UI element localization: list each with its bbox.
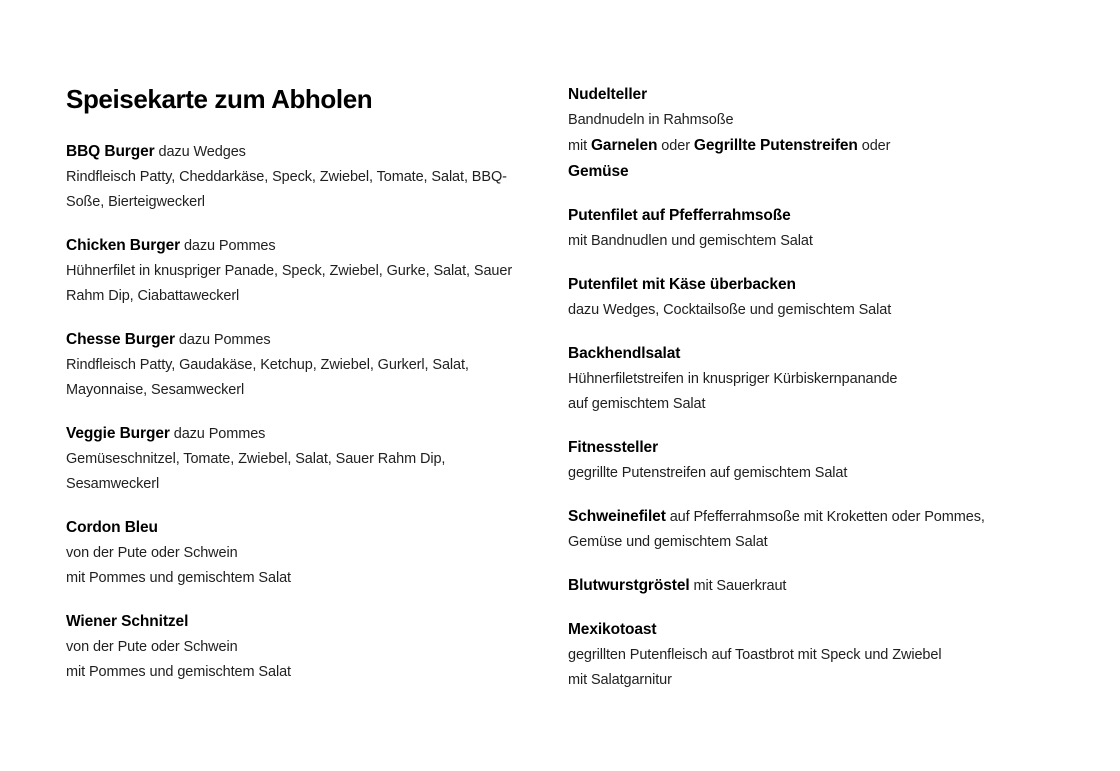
- menu-item: [66, 139, 576, 215]
- menu-item-line: [568, 643, 1078, 668]
- dish-name-text: Nudelteller: [568, 86, 648, 103]
- dish-detail-text: mit Pommes und gemischtem Salat: [66, 570, 291, 586]
- dish-detail-text: Rindfleisch Patty, Cheddarkäse, Speck, Zwiebel, Tomate, Salat, BBQ-: [66, 169, 507, 185]
- dish-detail-text: dazu Pommes: [169, 426, 266, 442]
- menu-item-line: [66, 259, 576, 284]
- dish-detail-text: mit: [568, 138, 591, 154]
- menu-item-line: [66, 284, 576, 309]
- menu-column-left: [66, 139, 576, 703]
- menu-item-line: [568, 203, 1078, 229]
- menu-item: [568, 203, 1078, 254]
- dish-detail-text: dazu Pommes: [174, 332, 271, 348]
- dish-detail-text: oder: [657, 138, 694, 154]
- menu-item-line: [568, 108, 1078, 133]
- menu-item-line: [66, 609, 576, 635]
- dish-detail-text: Rindfleisch Patty, Gaudakäse, Ketchup, Zwiebel, Gurkerl, Salat,: [66, 357, 469, 373]
- dish-name-text: Gemüse: [568, 163, 629, 180]
- menu-item-line: [568, 272, 1078, 298]
- menu-item-line: [568, 82, 1078, 108]
- menu-item: [568, 272, 1078, 323]
- dish-detail-text: auf Pfefferrahmsoße mit Kroketten oder Pommes,: [665, 509, 985, 525]
- menu-item-line: [568, 298, 1078, 323]
- dish-detail-text: Rahm Dip, Ciabattaweckerl: [66, 288, 240, 304]
- menu-item-line: [66, 541, 576, 566]
- dish-detail-text: auf gemischtem Salat: [568, 396, 706, 412]
- dish-detail-text: Gemüseschnitzel, Tomate, Zwiebel, Salat, Sauer Rahm Dip,: [66, 451, 446, 467]
- menu-item: [568, 504, 1078, 555]
- dish-detail-text: Bandnudeln in Rahmsoße: [568, 112, 734, 128]
- menu-item-line: [66, 327, 576, 353]
- menu-item-line: [568, 341, 1078, 367]
- menu-item-line: [568, 392, 1078, 417]
- dish-name-text: Putenfilet auf Pfefferrahmsoße: [568, 207, 791, 224]
- menu-item-line: [66, 165, 576, 190]
- menu-item-line: [66, 421, 576, 447]
- menu-item-line: [568, 530, 1078, 555]
- dish-name-text: Backhendlsalat: [568, 345, 681, 362]
- dish-name-text: Chesse Burger: [66, 331, 175, 348]
- dish-detail-text: gegrillte Putenstreifen auf gemischtem Salat: [568, 465, 848, 481]
- dish-detail-text: dazu Wedges, Cocktailsoße und gemischtem Salat: [568, 302, 892, 318]
- dish-detail-text: Hühnerfiletstreifen in knuspriger Kürbiskernpanande: [568, 371, 898, 387]
- menu-item-line: [568, 229, 1078, 254]
- menu-item-line: [66, 447, 576, 472]
- menu-item-line: [66, 472, 576, 497]
- dish-name-text: Gegrillte Putenstreifen: [693, 137, 858, 154]
- dish-detail-text: Hühnerfilet in knuspriger Panade, Speck, Zwiebel, Gurke, Salat, Sauer: [66, 263, 513, 279]
- menu-item: [568, 82, 1078, 185]
- dish-detail-text: gegrillten Putenfleisch auf Toastbrot mit Speck und Zwiebel: [568, 647, 942, 663]
- dish-detail-text: oder: [857, 138, 891, 154]
- menu-item-line: [568, 435, 1078, 461]
- dish-name-text: Garnelen: [590, 137, 658, 154]
- dish-detail-text: mit Pommes und gemischtem Salat: [66, 664, 291, 680]
- menu-item: [568, 573, 1078, 599]
- dish-detail-text: Soße, Bierteigweckerl: [66, 194, 205, 210]
- dish-detail-text: von der Pute oder Schwein: [66, 545, 238, 561]
- menu-item-line: [568, 617, 1078, 643]
- menu-item-line: [66, 139, 576, 165]
- menu-item-line: [66, 660, 576, 685]
- dish-detail-text: Mayonnaise, Sesamweckerl: [66, 382, 245, 398]
- menu-item-line: [66, 635, 576, 660]
- menu-item: [66, 421, 576, 497]
- menu-item: [568, 435, 1078, 486]
- dish-detail-text: Gemüse und gemischtem Salat: [568, 534, 768, 550]
- dish-detail-text: dazu Pommes: [180, 238, 276, 254]
- menu-item-line: [66, 353, 576, 378]
- menu-item: [568, 341, 1078, 417]
- menu-item-line: [66, 515, 576, 541]
- dish-name-text: Chicken Burger: [66, 237, 181, 254]
- menu-item-line: [66, 233, 576, 259]
- dish-name-text: Mexikotoast: [568, 621, 657, 638]
- dish-detail-text: mit Bandnudlen und gemischtem Salat: [568, 233, 813, 249]
- menu-item: [66, 327, 576, 403]
- dish-detail-text: mit Sauerkraut: [689, 578, 787, 594]
- dish-name-text: Veggie Burger: [66, 425, 170, 442]
- dish-detail-text: mit Salatgarnitur: [568, 672, 672, 688]
- menu-item-line: [66, 566, 576, 591]
- menu-item: [66, 515, 576, 591]
- dish-detail-text: dazu Wedges: [154, 144, 246, 160]
- dish-name-text: Wiener Schnitzel: [66, 613, 189, 630]
- menu-item-line: [568, 461, 1078, 486]
- menu-column-right: [568, 82, 1078, 711]
- menu-item-line: [568, 573, 1078, 599]
- dish-detail-text: Sesamweckerl: [66, 476, 160, 492]
- dish-name-text: Fitnessteller: [568, 439, 659, 456]
- dish-detail-text: von der Pute oder Schwein: [66, 639, 238, 655]
- dish-name-text: Cordon Bleu: [66, 519, 158, 536]
- dish-name-text: BBQ Burger: [66, 143, 155, 160]
- menu-item-line: [568, 133, 1078, 159]
- menu-item-line: [66, 378, 576, 403]
- menu-item: [568, 617, 1078, 693]
- menu-item-line: [568, 668, 1078, 693]
- menu-item: [66, 233, 576, 309]
- menu-item: [66, 609, 576, 685]
- dish-name-text: Blutwurstgröstel: [568, 577, 690, 594]
- dish-name-text: Putenfilet mit Käse überbacken: [568, 276, 796, 293]
- menu-item-line: [66, 190, 576, 215]
- menu-item-line: [568, 159, 1078, 185]
- menu-item-line: [568, 504, 1078, 530]
- menu-item-line: [568, 367, 1078, 392]
- dish-name-text: Schweinefilet: [568, 508, 666, 525]
- page-title: Speisekarte zum Abholen: [66, 84, 373, 114]
